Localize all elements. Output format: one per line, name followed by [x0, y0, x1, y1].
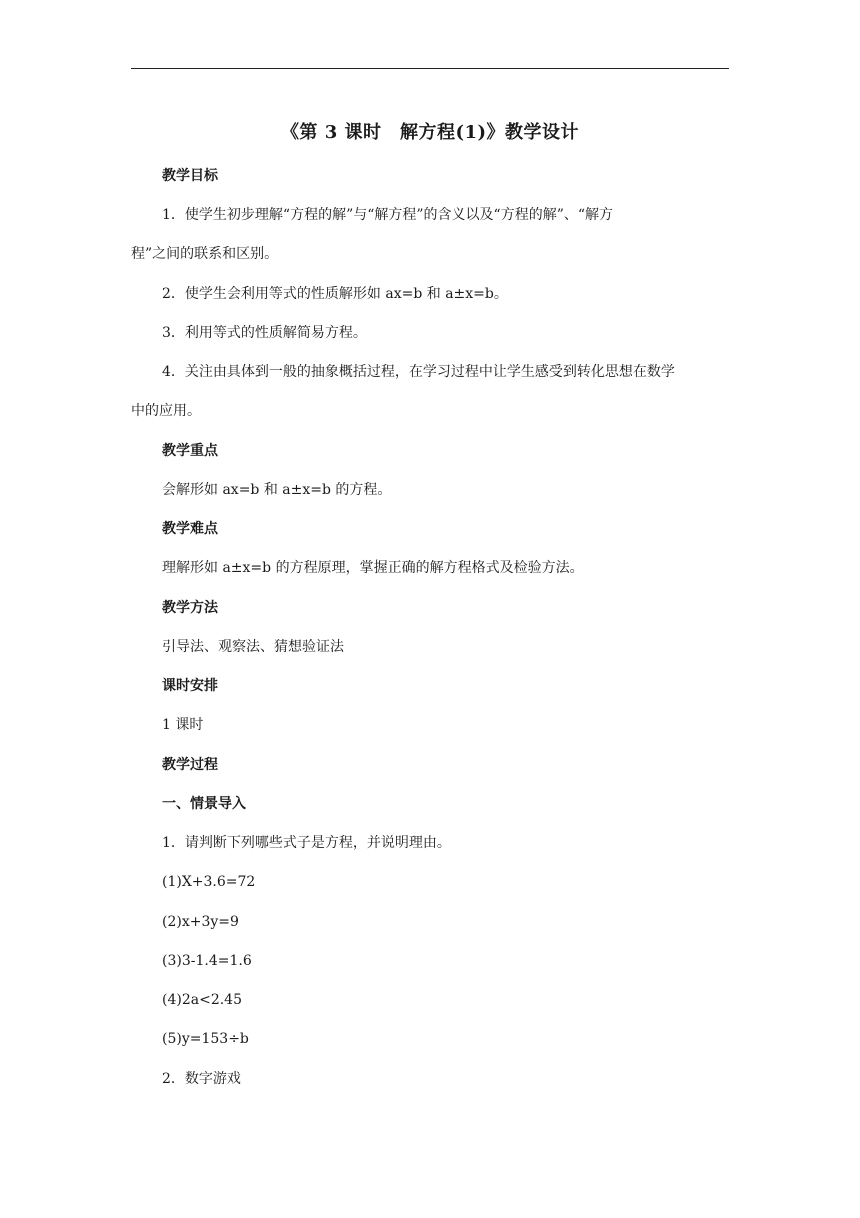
header-rule	[131, 68, 729, 69]
step-1-text: 1．请判断下列哪些式子是方程，并说明理由。	[162, 835, 451, 851]
key-points-heading: 教学重点	[162, 443, 218, 459]
document-title: 《第 3 课时 解方程(1)》教学设计	[280, 122, 580, 143]
schedule-heading: 课时安排	[162, 678, 218, 694]
method-heading: 教学方法	[162, 600, 218, 616]
method-text: 引导法、观察法、猜想验证法	[162, 639, 344, 655]
list-item: (3)3-1.4=1.6	[162, 953, 252, 969]
goal-3: 3．利用等式的性质解简易方程。	[162, 325, 367, 341]
step-2-text: 2．数字游戏	[162, 1071, 241, 1087]
goal-4-line-b: 中的应用。	[131, 403, 201, 419]
list-item: (1)X+3.6=72	[162, 874, 256, 890]
goal-1-line-a: 1．使学生初步理解“方程的解”与“解方程”的含义以及“方程的解”、“解方	[162, 207, 614, 223]
list-item: (2)x+3y=9	[162, 914, 239, 930]
key-points-text: 会解形如 ax=b 和 a±x=b 的方程。	[162, 482, 392, 498]
process-heading: 教学过程	[162, 757, 218, 773]
part-1-heading: 一、情景导入	[162, 796, 246, 812]
list-item: (4)2a<2.45	[162, 992, 242, 1008]
goal-4-line-a: 4．关注由具体到一般的抽象概括过程，在学习过程中让学生感受到转化思想在数学	[162, 364, 675, 380]
difficulty-text: 理解形如 a±x=b 的方程原理，掌握正确的解方程格式及检验方法。	[162, 560, 584, 576]
goals-heading: 教学目标	[162, 168, 218, 184]
goal-1-line-b: 程”之间的联系和区别。	[131, 246, 279, 262]
goal-2: 2．使学生会利用等式的性质解形如 ax=b 和 a±x=b。	[162, 286, 508, 302]
schedule-text: 1 课时	[162, 717, 204, 733]
list-item: (5)y=153÷b	[162, 1031, 249, 1047]
difficulty-heading: 教学难点	[162, 521, 218, 537]
